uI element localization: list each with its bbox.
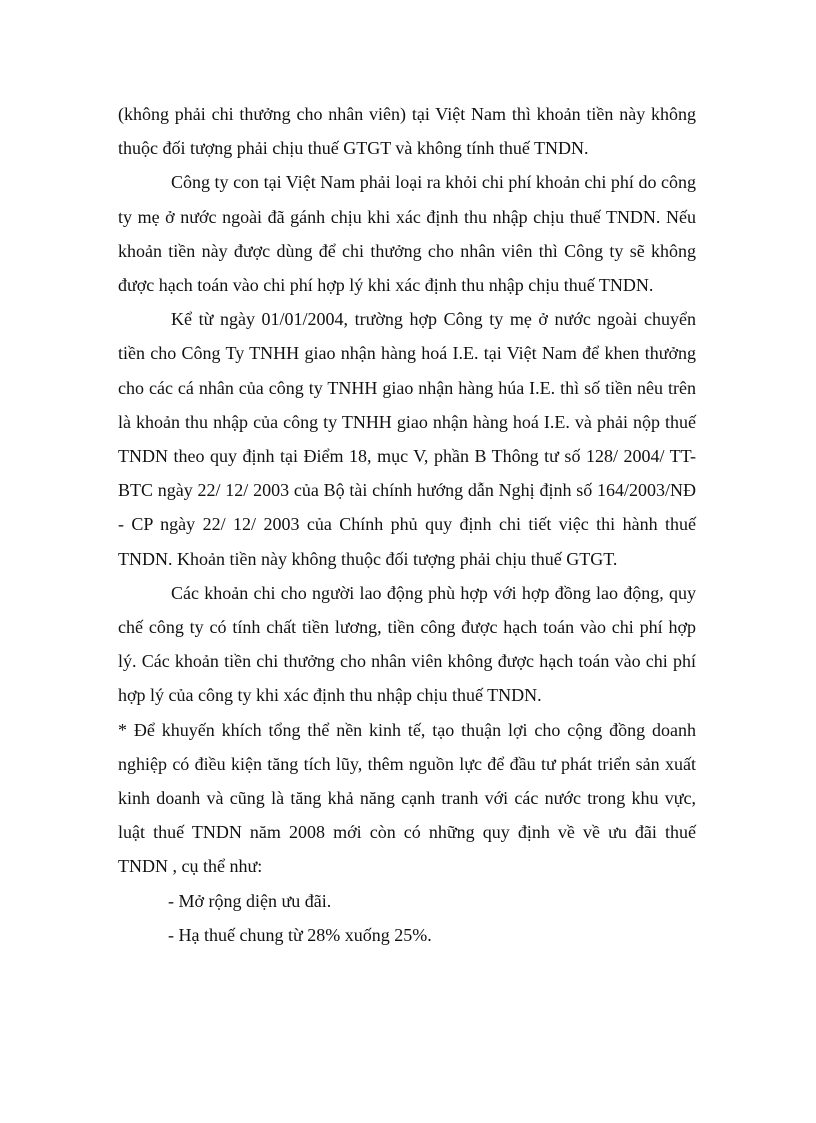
- document-page: [118, 97, 696, 952]
- paragraph-continuation: (không phải chi thưởng cho nhân viên) tại Việt Nam thì khoản tiền này không thuộc đối tượng phải chịu thuế GTGT và không tính thuế TNDN.: [118, 104, 696, 159]
- paragraph-from-2004: Kể từ ngày 01/01/2004, trường hợp Công ty mẹ ở nước ngoài chuyển tiền cho Công Ty TNHH giao nhận hàng hoá I.E. tại Việt Nam để khen thưởng cho các cá nhân của công ty TNHH giao nhận hàng húa I.E. thì số tiền nêu trên là khoản thu nhập của công ty TNHH giao nhận hàng hoá I.E. và phải nộp thuế TNDN theo quy định tại Điểm 18, mục V, phần B Thông tư số 128/ 2004/ TT-BTC ngày 22/ 12/ 2003 của Bộ tài chính hướng dẫn Nghị định số 164/2003/NĐ - CP ngày 22/ 12/ 2003 của Chính phủ quy định chi tiết việc thi hành thuế TNDN. Khoản tiền này không thuộc đối tượng phải chịu thuế GTGT.: [118, 309, 696, 569]
- bullet-item: - Mở rộng diện ưu đãi.: [168, 890, 332, 911]
- paragraph-incentives: * Để khuyến khích tổng thể nền kinh tế, tạo thuận lợi cho cộng đồng doanh nghiệp có điều kiện tăng tích lũy, thêm nguồn lực để đầu tư phát triển sản xuất kinh doanh và cũng là tăng khả năng cạnh tranh với các nước trong khu vực, luật thuế TNDN năm 2008 mới còn có những quy định về về ưu đãi thuế TNDN , cụ thể như:: [118, 719, 696, 877]
- paragraph-subsidiary-expense: Công ty con tại Việt Nam phải loại ra khỏi chi phí khoản chi phí do công ty mẹ ở nước ngoài đã gánh chịu khi xác định thu nhập chịu thuế TNDN. Nếu khoản tiền này được dùng để chi thưởng cho nhân viên thì Công ty sẽ không được hạch toán vào chi phí hợp lý khi xác định thu nhập chịu thuế TNDN.: [118, 172, 696, 296]
- bullet-item: - Hạ thuế chung từ 28% xuống 25%.: [168, 924, 432, 945]
- paragraph-employee-payments: Các khoản chi cho người lao động phù hợp với hợp đồng lao động, quy chế công ty có tính chất tiền lương, tiền công được hạch toán vào chi phí hợp lý. Các khoản tiền chi thưởng cho nhân viên không được hạch toán vào chi phí hợp lý của công ty khi xác định thu nhập chịu thuế TNDN.: [118, 582, 696, 706]
